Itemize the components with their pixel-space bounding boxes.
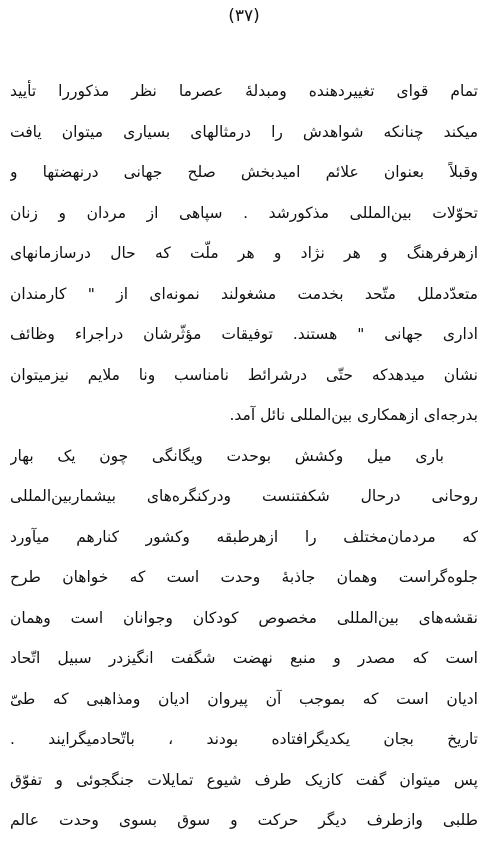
text-line: اداری جهانی " هستند. توفیقات مؤثّرشان دراجراء وظائف: [10, 325, 478, 343]
text-line: باری میل وکشش بوحدت ویگانگی چون یک بهار: [10, 446, 444, 465]
text-line: تحوّلات بین‌المللی مذکورشد . سپاهی از مردان و زنان: [10, 203, 478, 222]
text-line: میکند چنانکه شواهدش را درمثالهای بسیاری میتوان یافت: [10, 122, 478, 141]
text-line: وقبلاً بعنوان علائم امیدبخش صلح جهانی درنهضتها و: [10, 163, 478, 181]
text-line: بدرجه‌ای ازهمکاری بین‌المللی نائل آمد.: [229, 406, 478, 424]
body-text: [10, 76, 478, 846]
text-line: نقشه‌های بین‌المللی مخصوص کودکان وجوانان است وهمان: [10, 608, 478, 627]
paragraph-2: [10, 441, 478, 846]
text-line: تمام قوای تغییردهنده ومبدلهٔ عصرما نظر مذکوررا تأیید: [10, 82, 478, 100]
text-line: طلبی وازطرف دیگر حرکت و سوق بسوی وحدت عالم: [10, 811, 478, 829]
text-line: تاریخ بجان یکدیگرافتاده بودند ، باتّحادمیگرایند .: [10, 730, 478, 748]
text-line: است که مصدر و منبع نهضت شگفت انگیزدر سبیل اتّحاد: [10, 649, 478, 667]
paragraph-1: [10, 76, 478, 441]
page-number: (۳۷): [228, 6, 260, 26]
text-line: نشان میدهدکه حتّی درشرائط نامناسب ونا ملایم نیزمیتوان: [10, 365, 478, 384]
text-line: جلوه‌گراست وهمان جاذبهٔ وحدت است که خواهان طرح: [10, 568, 478, 586]
text-line: که مردمان‌مختلف را ازهرطبقه وکشور کنارهم میآورد: [10, 527, 478, 546]
text-line: ادیان است که بموجب آن پیروان ادیان ومذاهبی که طیّ: [10, 689, 478, 708]
text-line: روحانی درحال شکفتنست ودرکنگره‌های بیشماربین‌المللی: [10, 487, 478, 505]
text-line: متعدّدملل متّحد بخدمت مشغولند نمونه‌ای از " کارمندان: [10, 284, 478, 303]
text-line: ازهرفرهنگ و هر نژاد و هر ملّت که حال درسازمانهای: [10, 244, 478, 262]
text-line: پس میتوان گفت کازیک طرف شیوع تمایلات جنگجوئی و تفوّق: [10, 770, 478, 789]
